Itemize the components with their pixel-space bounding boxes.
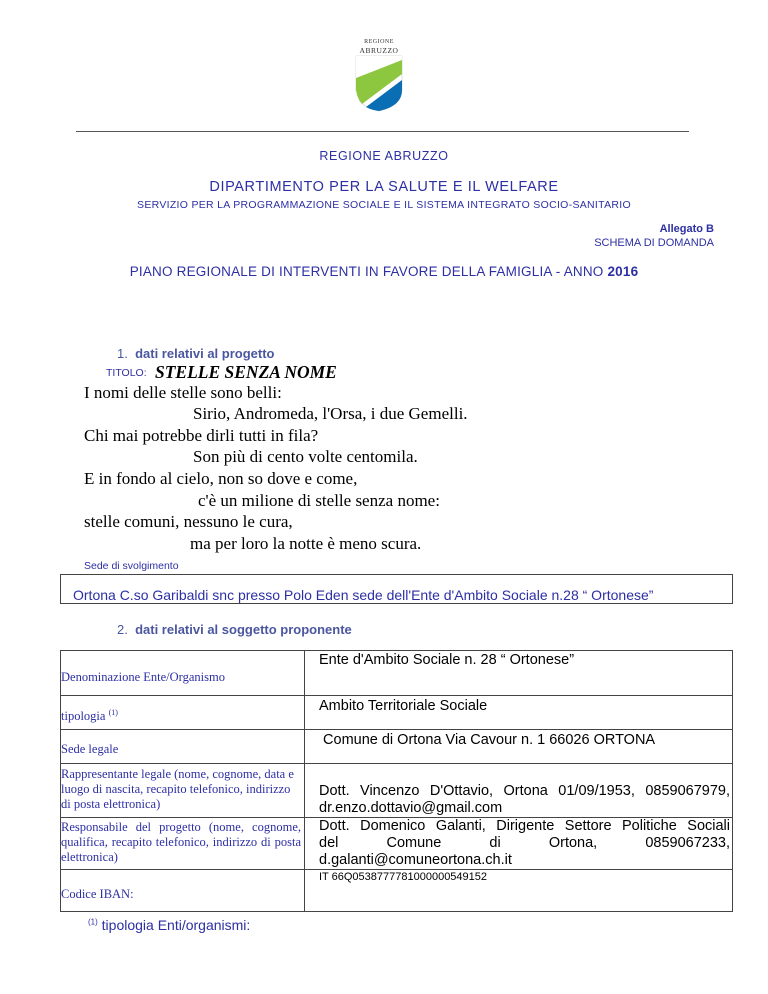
plan-year: 2016 xyxy=(607,264,639,279)
tipologia-label-wrap xyxy=(61,696,304,724)
label-cell xyxy=(61,696,305,730)
tipologia-value: Ambito Territoriale Sociale xyxy=(319,698,488,714)
table-row xyxy=(61,730,733,764)
schema-label: SCHEMA DI DOMANDA xyxy=(594,237,714,249)
section-2-title: dati relativi al soggetto proponente xyxy=(135,622,352,637)
logo-text-regione: REGIONE xyxy=(364,39,394,45)
poem-line: c'è un milione di stelle senza nome: xyxy=(198,491,440,510)
value-cell xyxy=(305,651,733,696)
responsabile-label: Responsabile del progetto (nome, cognome, qualifica, recapito telefonico, indirizzo di posta elettronica) xyxy=(61,820,301,864)
section-2-heading xyxy=(117,622,352,637)
region-heading: REGIONE ABRUZZO xyxy=(319,149,449,163)
project-title: STELLE SENZA NOME xyxy=(155,362,337,382)
poem-line: stelle comuni, nessuno le cura, xyxy=(84,512,293,531)
header-divider xyxy=(76,131,689,132)
rappresentante-value-line1: Dott. Vincenzo D'Ottavio, Ortona 01/09/1953, 0859067979, xyxy=(319,783,730,799)
poem-line: Sirio, Andromeda, l'Orsa, i due Gemelli. xyxy=(193,404,468,423)
responsabile-value-line1: Dott. Domenico Galanti, Dirigente Settore Politiche Sociali xyxy=(319,818,730,834)
section-1-title: dati relativi al progetto xyxy=(135,346,275,361)
poem-line: I nomi delle stelle sono belli: xyxy=(84,383,282,402)
sede-legale-value: Comune di Ortona Via Cavour n. 1 66026 ORTONA xyxy=(319,732,656,748)
poem-line: Son più di cento volte centomila. xyxy=(193,447,418,466)
table-row xyxy=(61,870,733,912)
allegato-label: Allegato B xyxy=(659,223,714,235)
table-row xyxy=(61,696,733,730)
sede-label: Sede di svolgimento xyxy=(84,560,179,572)
plan-title xyxy=(0,264,768,279)
poem-line: ma per loro la notte è meno scura. xyxy=(190,534,422,553)
section-1-heading xyxy=(117,346,275,361)
rappresentante-value-line2: dr.enzo.dottavio@gmail.com xyxy=(319,800,503,816)
responsabile-value-line2: del Comune di Ortona, 0859067233, xyxy=(319,835,730,851)
table-row xyxy=(61,764,733,818)
label-cell xyxy=(61,870,305,912)
value-cell xyxy=(305,764,733,818)
value-cell xyxy=(305,696,733,730)
value-cell xyxy=(305,870,733,912)
footnote-text: tipologia Enti/organismi: xyxy=(101,917,251,933)
titolo-label: TITOLO: xyxy=(106,367,147,379)
tipologia-label: tipologia xyxy=(61,709,106,724)
label-cell xyxy=(61,818,305,870)
denominazione-value: Ente d'Ambito Sociale n. 28 “ Ortonese” xyxy=(319,652,575,668)
value-cell xyxy=(305,730,733,764)
sede-value: Ortona C.so Garibaldi snc presso Polo Eden sede dell'Ente d'Ambito Sociale n.28 “ Ortonese” xyxy=(73,587,654,603)
poem-line: Chi mai potrebbe dirli tutti in fila? xyxy=(84,426,319,445)
sede-legale-label: Sede legale xyxy=(61,742,119,756)
footnote xyxy=(88,917,250,933)
rappresentante-label: Rappresentante legale (nome, cognome, data e luogo di nascita, recapito telefonico, indirizzo di posta elettronica) xyxy=(61,767,294,811)
poem-line: E in fondo al cielo, non so dove e come, xyxy=(84,469,358,488)
proponent-table xyxy=(60,650,733,912)
iban-label: Codice IBAN: xyxy=(61,887,134,901)
responsabile-value-line3: d.galanti@comuneortona.ch.it xyxy=(319,852,512,868)
tipologia-footnote-ref: (1) xyxy=(108,708,118,717)
label-cell xyxy=(61,651,305,696)
footnote-ref: (1) xyxy=(88,917,98,927)
department-heading: DIPARTIMENTO PER LA SALUTE E IL WELFARE xyxy=(209,179,559,195)
section-2-number: 2. xyxy=(117,622,128,637)
label-cell xyxy=(61,764,305,818)
table-row xyxy=(61,818,733,870)
service-heading: SERVIZIO PER LA PROGRAMMAZIONE SOCIALE E IL SISTEMA INTEGRATO SOCIO-SANITARIO xyxy=(137,199,631,211)
table-row xyxy=(61,651,733,696)
iban-value: IT 66Q0538777781000000549152 xyxy=(319,871,488,883)
plan-title-text: PIANO REGIONALE DI INTERVENTI IN FAVORE DELLA FAMIGLIA - ANNO xyxy=(129,264,608,279)
logo-text-abruzzo: ABRUZZO xyxy=(359,46,399,55)
denominazione-label: Denominazione Ente/Organismo xyxy=(61,670,225,684)
label-cell xyxy=(61,730,305,764)
value-cell xyxy=(305,818,733,870)
section-1-number: 1. xyxy=(117,346,128,361)
